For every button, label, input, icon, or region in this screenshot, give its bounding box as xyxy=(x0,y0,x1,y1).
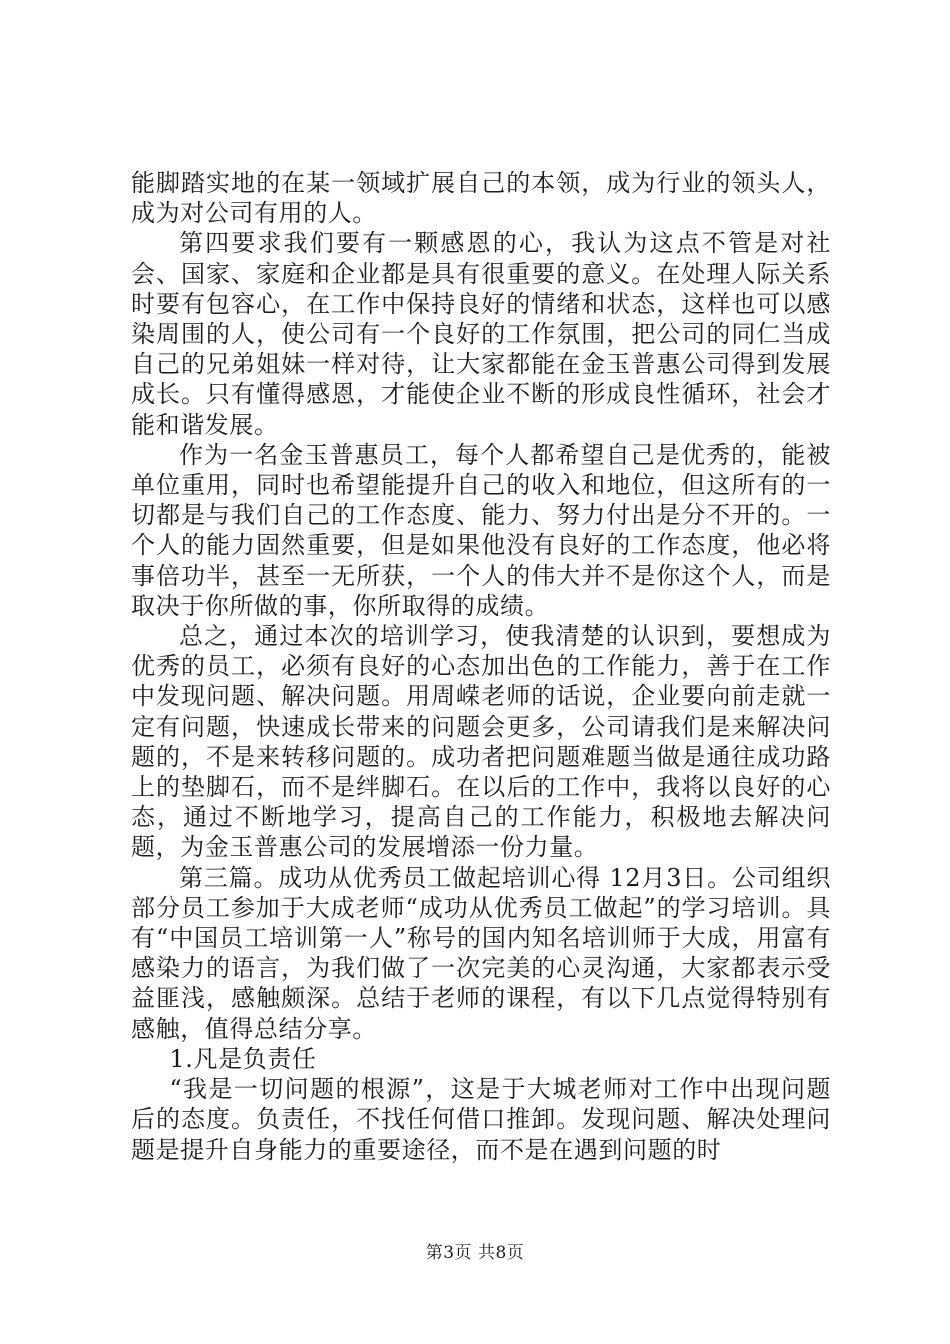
list-heading-responsibility: 1.凡是负责任 xyxy=(169,1044,317,1073)
page-footer: 第3页 共8页 xyxy=(425,1243,525,1263)
paragraph-third-article: 第三篇。成功从优秀员工做起培训心得 12月3日。公司组织部分员工参加于大成老师“成功从优秀员工做起”的学习培训。具有“中国员工培训第一人”称号的国内知名培训师于大成，用富有感染力的语言，为我们做了一次完美的心灵沟通，大家都表示受益匪浅，感触颇深。总结于老师的课程，有以下几点觉得特别有感触，值得总结分享。 xyxy=(131,863,831,1043)
paragraph-continuation: 能脚踏实地的在某一领域扩展自己的本领，成为行业的领头人，成为对公司有用的人。 xyxy=(131,169,831,228)
paragraph-gratitude: 第四要求我们要有一颗感恩的心，我认为这点不管是对社会、国家、家庭和企业都是具有很重要的意义。在处理人际关系时要有包容心，在工作中保持良好的情绪和状态，这样也可以感染周围的人，使公司有一个良好的工作氛围，把公司的同仁当成自己的兄弟姐妹一样对待，让大家都能在金玉普惠公司得到发展成长。只有懂得感恩，才能使企业不断的形成良性循环，社会才能和谐发展。 xyxy=(131,229,831,439)
paragraph-conclusion: 总之，通过本次的培训学习，使我清楚的认识到，要想成为优秀的员工，必须有良好的心态加出色的工作能力，善于在工作中发现问题、解决问题。用周嵘老师的话说，企业要向前走就一定有问题，快速成长带来的问题会更多，公司请我们是来解决问题的，不是来转移问题的。成功者把问题难题当做是通往成功路上的垫脚石，而不是绊脚石。在以后的工作中，我将以良好的心态，通过不断地学习，提高自己的工作能力，积极地去解决问题，为金玉普惠公司的发展增添一份力量。 xyxy=(131,622,831,862)
paragraph-root-of-problems: “我是一切问题的根源”，这是于大城老师对工作中出现问题后的态度。负责任，不找任何借口推卸。发现问题、解决处理问题是提升自身能力的重要途径，而不是在遇到问题的时 xyxy=(131,1075,831,1164)
body-text xyxy=(131,168,831,1165)
paragraph-employee-attitude: 作为一名金玉普惠员工，每个人都希望自己是优秀的，能被单位重用，同时也希望能提升自己的收入和地位，但这所有的一切都是与我们自己的工作态度、能力、努力付出是分不开的。一个人的能力固然重要，但是如果他没有良好的工作态度，他必将事倍功半，甚至一无所获，一个人的伟大并不是你这个人，而是取决于你所做的事，你所取得的成绩。 xyxy=(131,440,831,620)
